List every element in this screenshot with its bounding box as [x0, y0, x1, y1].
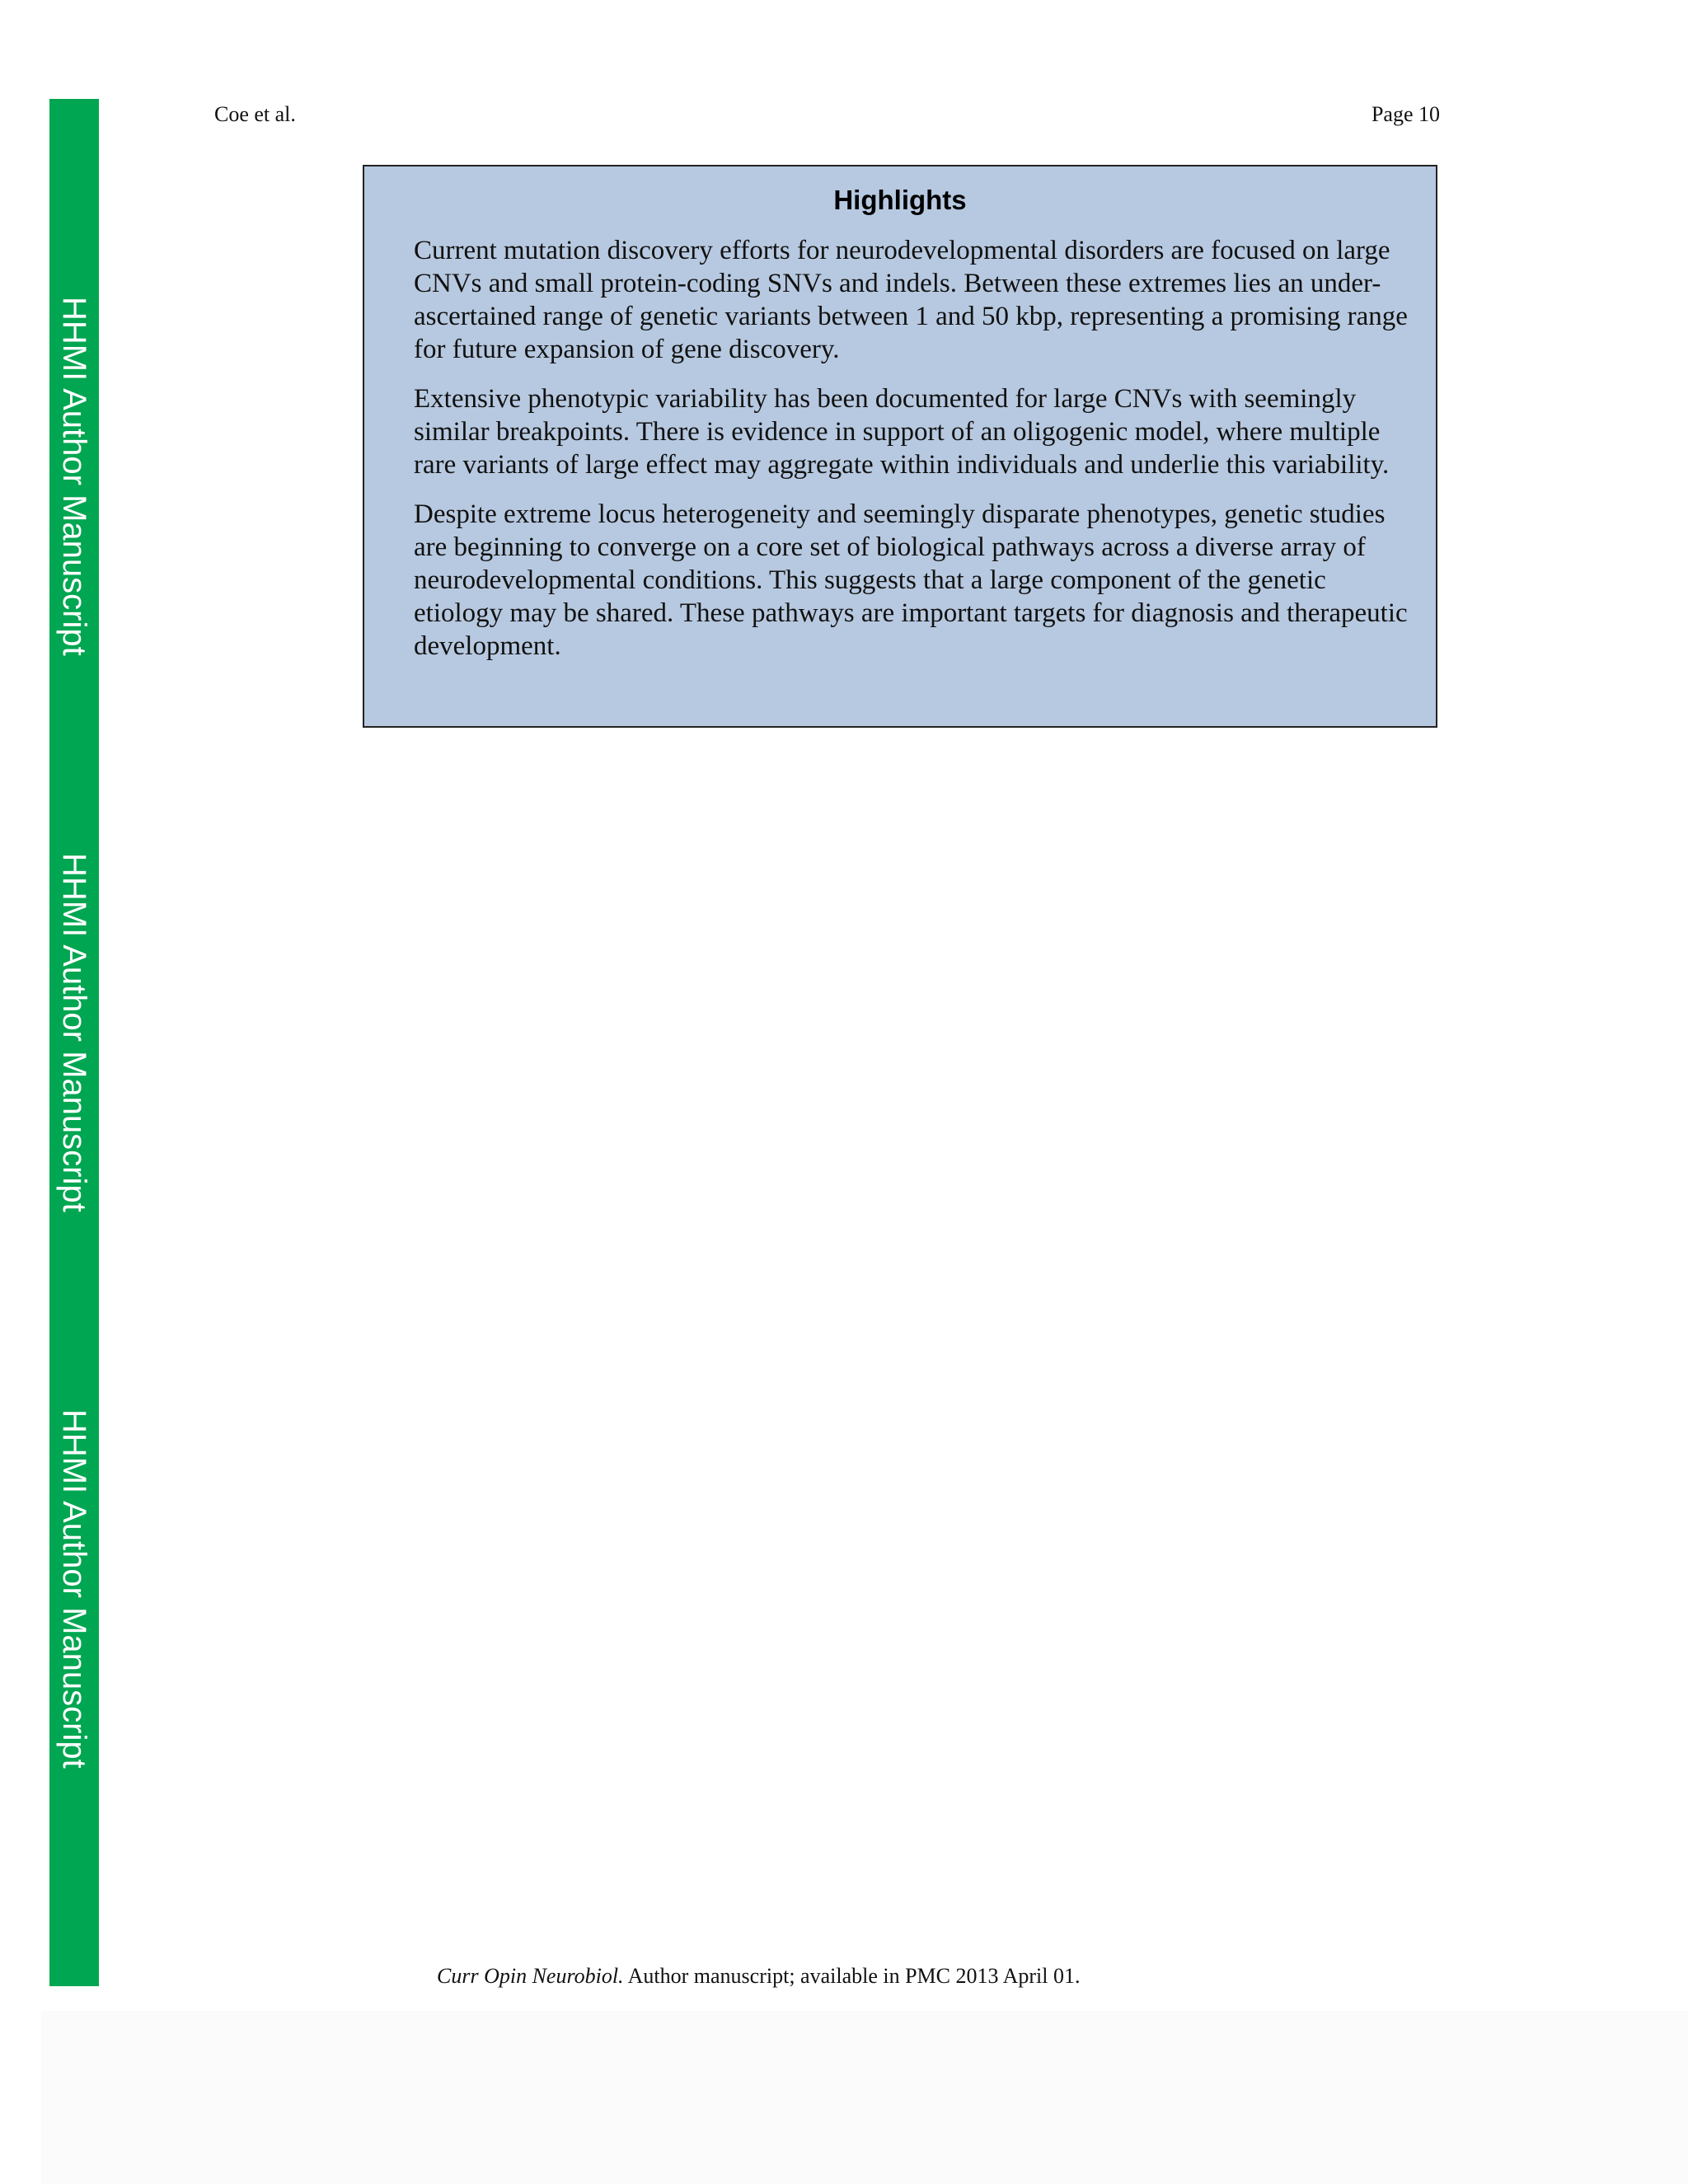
side-banner-label-text: HHMI Author Manuscript — [56, 853, 92, 1212]
availability-note: Author manuscript; available in PMC 2013 April 01. — [623, 1964, 1081, 1988]
highlights-title: Highlights — [833, 185, 967, 215]
side-banner-label-text: HHMI Author Manuscript — [56, 1409, 92, 1769]
highlights-body — [414, 234, 1419, 679]
running-head-author: Coe et al. — [214, 102, 296, 126]
highlight-item: Extensive phenotypic variability has been documented for large CNVs with seemingly similar breakpoints. There is evidence in support of an oligogenic model, where multiple rare variants of large effect may aggregate within individuals and underlie this variability. — [414, 384, 1390, 480]
page-number: Page 10 — [1371, 102, 1440, 126]
highlight-item: Current mutation discovery efforts for neurodevelopmental disorders are focused on large CNVs and small protein-coding SNVs and indels. Between these extremes lies an under-ascertained range of genetic variants between 1 and 50 kbp, representing a promising range for future expansion of gene discovery. — [414, 236, 1408, 364]
highlights-box — [363, 165, 1437, 728]
highlight-item: Despite extreme locus heterogeneity and seemingly disparate phenotypes, genetic studies are beginning to converge on a core set of biological pathways across a diverse array of neurodevelopmental conditions. This suggests that a large component of the genetic etiology may be shared. These pathways are important targets for diagnosis and therapeutic development. — [414, 499, 1408, 661]
journal-name: Curr Opin Neurobiol. — [437, 1964, 624, 1988]
side-banner-label-text: HHMI Author Manuscript — [56, 297, 92, 656]
